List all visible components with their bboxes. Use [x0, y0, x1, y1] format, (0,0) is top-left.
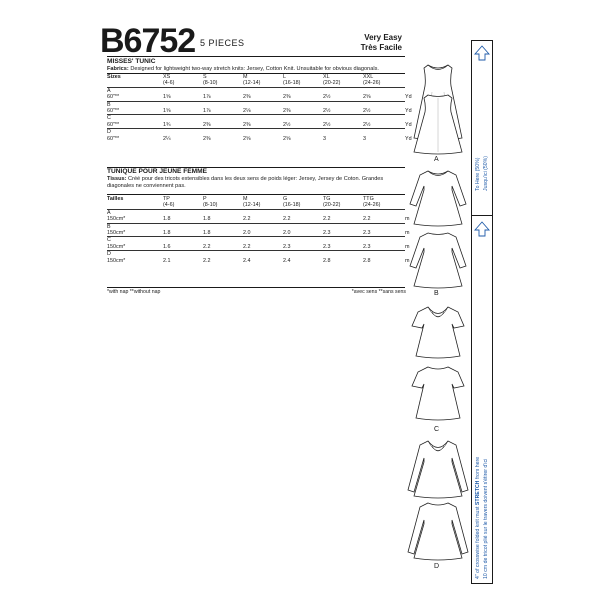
spacer: [393, 94, 405, 101]
french-sizes-label: Tailles: [107, 196, 124, 202]
stretch-gauge-arrow-bottom-icon: [474, 221, 490, 237]
english-yardage-cell: 2⅛: [243, 108, 251, 115]
english-yardage-cell: 1¾: [163, 121, 171, 128]
english-view-letter: C: [107, 115, 163, 122]
french-yardage-cell: 2.2: [203, 243, 211, 250]
spacer: [283, 101, 323, 108]
french-fabrics-text: Créé pour des tricots extensibles dans les deux sens de poids léger: Jersey, Jersey de Coton. Grandes diagonales ne conviennent pas.: [107, 176, 384, 189]
french-size-code: M: [243, 196, 248, 202]
english-footnote: *with nap **without nap: [107, 289, 161, 295]
french-yardage-cell: 1.8: [203, 216, 211, 223]
french-fabric-width: 150cm*: [107, 257, 126, 264]
spacer: [163, 223, 203, 230]
english-yardage-cell: 1⅞: [203, 94, 211, 101]
spacer: [163, 129, 203, 136]
spacer: [323, 101, 363, 108]
spacer: [363, 87, 393, 94]
english-yardage-cell: 1⅞: [203, 108, 211, 115]
french-view-letter: C: [107, 237, 163, 244]
pieces-count: 5 PIECES: [200, 38, 245, 48]
english-yardage-cell: 2½: [283, 121, 291, 128]
french-yardage-cell: 2.3: [323, 230, 331, 237]
english-yardage-cell: 2⅜: [283, 94, 291, 101]
french-yardage-cell: 2.3: [323, 243, 331, 250]
french-yardage-cell: 2.8: [363, 257, 371, 264]
english-sizes-label: Sizes: [107, 74, 121, 80]
english-yardage-cell: 2½: [323, 121, 331, 128]
english-size-code: L: [283, 74, 286, 80]
spacer: [323, 251, 363, 258]
french-size-code: TP: [163, 196, 170, 202]
spacer: [107, 80, 163, 87]
english-title: MISSES' TUNIC: [107, 58, 156, 65]
french-size-code: TG: [323, 196, 331, 202]
view-c-back-sketch: [408, 364, 468, 422]
spacer: [243, 101, 283, 108]
english-yardage-cell: 2¼: [163, 135, 171, 142]
french-yardage-cell: 2.4: [243, 257, 251, 264]
english-yardage-cell: 2⅜: [203, 121, 211, 128]
spacer: [393, 101, 405, 108]
english-size-code: XS: [163, 74, 171, 80]
stretch-gauge-arrow-top-icon: [474, 45, 490, 61]
french-yardage-cell: 2.1: [163, 257, 171, 264]
spacer: [203, 237, 243, 244]
spacer: [363, 251, 393, 258]
view-c-front-sketch: [408, 304, 468, 360]
spacer: [243, 209, 283, 216]
spacer: [393, 108, 405, 115]
french-size-range: (8-10): [203, 202, 218, 209]
english-yardage-cell: 2⅝: [363, 94, 371, 101]
french-fabrics-label: Tissus:: [107, 176, 127, 182]
difficulty-rating: [320, 33, 402, 53]
english-yardage-cell: 2⅜: [243, 121, 251, 128]
english-fabrics-label: Fabrics:: [107, 66, 129, 72]
english-yardage-cell: 2½: [363, 108, 371, 115]
french-yardage-cell: 2.2: [243, 243, 251, 250]
view-b-label: B: [434, 290, 439, 297]
spacer: [393, 136, 405, 142]
french-yardage-cell: 2.3: [283, 243, 291, 250]
french-yardage-cell: 2.4: [283, 257, 291, 264]
spacer: [203, 87, 243, 94]
spacer: [283, 115, 323, 122]
spacer: [393, 237, 405, 244]
french-fabric-width: 150cm*: [107, 243, 126, 250]
spacer: [393, 202, 405, 209]
english-yardage-cell: 2⅜: [283, 108, 291, 115]
french-yardage-cell: 2.8: [323, 257, 331, 264]
spacer: [163, 251, 203, 258]
english-size-range: (4-6): [163, 80, 175, 87]
spacer: [163, 209, 203, 216]
french-fabrics: [107, 176, 403, 190]
french-fabric-width: 150cm*: [107, 230, 126, 237]
footnote-rule: [107, 287, 405, 288]
french-size-range: (4-6): [163, 202, 175, 209]
english-yardage-cell: 3: [363, 135, 366, 142]
english-yardage-cell: 2⅜: [243, 94, 251, 101]
view-d-label: D: [434, 563, 440, 570]
english-yardage-cell: 2½: [323, 108, 331, 115]
french-rule: [107, 194, 405, 195]
spacer: [203, 209, 243, 216]
spacer: [363, 237, 393, 244]
english-size-range: (24-26): [363, 80, 381, 87]
view-c-label: C: [434, 426, 440, 433]
spacer: [393, 122, 405, 129]
stretch-instruction-fr: 10 cm de tricot plié sur le travers doivent s'étirer d'ici: [483, 458, 489, 579]
to-here-fr: Jusqu'ici (50%): [483, 155, 489, 191]
french-size-range: (12-14): [243, 202, 261, 209]
stretch-instruction-en: 4" of crosswise folded knit must STRETCH from here: [475, 456, 481, 579]
spacer: [323, 129, 363, 136]
english-yardage-cell: 2½: [323, 94, 331, 101]
english-fabrics: [107, 66, 403, 73]
french-view-letter: D: [107, 251, 163, 258]
english-yardage-cell: 1⅝: [163, 94, 171, 101]
view-d-back-sketch: [404, 500, 472, 562]
english-fabric-width: 60"**: [107, 108, 120, 115]
pattern-number: B6752: [100, 22, 196, 60]
spacer: [393, 209, 405, 216]
french-size-range: (24-26): [363, 202, 381, 209]
spacer: [283, 251, 323, 258]
french-size-code: P: [203, 196, 207, 202]
spacer: [163, 237, 203, 244]
view-a-label: A: [434, 156, 439, 163]
french-yardage-cell: 1.8: [163, 230, 171, 237]
english-size-range: (20-22): [323, 80, 341, 87]
english-size-range: (12-14): [243, 80, 261, 87]
french-view-letter: A: [107, 209, 163, 216]
english-yardage-cell: 2½: [363, 121, 371, 128]
french-yardage-cell: 2.2: [203, 257, 211, 264]
french-yardage-cell: 2.2: [243, 216, 251, 223]
spacer: [283, 223, 323, 230]
english-size-code: S: [203, 74, 207, 80]
spacer: [393, 87, 405, 94]
french-fabric-width: 150cm*: [107, 216, 126, 223]
spacer: [107, 202, 163, 209]
french-yardage-cell: 2.2: [363, 216, 371, 223]
english-size-range: (16-18): [283, 80, 301, 87]
english-yardage-table: Sizes XS S M L XL XXL (4-6) (8-10) (12-14) (16-18) (20-22) (24-26) A 60"** 1⅝ 1⅞ 2⅜ 2⅜ 2½ 2⅝ Yd B 60"** 1⅝ 1⅞ 2⅛ 2⅜ 2½ 2½ Yd C 60"** 1¾ 2⅜ 2⅜ 2½ 2½ 2½ Yd D 60"** 2¼ 2⅜ 2⅝ 2⅝ 3 3 Yd: [107, 74, 412, 142]
view-a-back-sketch: [410, 92, 466, 158]
english-yardage-cell: 2⅝: [283, 135, 291, 142]
english-fabric-width: 60"**: [107, 121, 120, 128]
english-yardage-cell: 1⅝: [163, 108, 171, 115]
stretch-gauge: [471, 40, 493, 584]
french-yardage-cell: 2.3: [363, 243, 371, 250]
french-footnote: *avec sens **sans sens: [351, 289, 406, 295]
english-view-letter: B: [107, 101, 163, 108]
spacer: [363, 101, 393, 108]
spacer: [203, 251, 243, 258]
spacer: [243, 251, 283, 258]
difficulty-en: Very Easy: [364, 33, 402, 42]
spacer: [203, 101, 243, 108]
spacer: [323, 209, 363, 216]
spacer: [243, 237, 283, 244]
spacer: [393, 258, 405, 264]
view-b-front-sketch: [406, 168, 470, 228]
spacer: [393, 251, 405, 258]
english-size-range: (8-10): [203, 80, 218, 87]
view-d-front-sketch: [404, 438, 472, 500]
spacer: [393, 129, 405, 136]
stretch-gauge-divider: [472, 215, 492, 216]
english-fabric-width: 60"**: [107, 94, 120, 101]
english-fabrics-text: Designed for lightweight two-way stretch knits: Jersey, Cotton Knit. Unsuitable for obvious diagonals.: [130, 66, 379, 72]
english-view-letter: A: [107, 87, 163, 94]
french-view-letter: B: [107, 223, 163, 230]
to-here-en: To Here (50%): [475, 157, 481, 191]
english-fabric-width: 60"**: [107, 135, 120, 142]
french-yardage-cell: 2.2: [283, 216, 291, 223]
english-view-letter: D: [107, 129, 163, 136]
french-yardage-cell: 2.2: [323, 216, 331, 223]
french-size-range: (16-18): [283, 202, 301, 209]
english-size-code: XL: [323, 74, 330, 80]
french-size-code: TTG: [363, 196, 374, 202]
spacer: [283, 209, 323, 216]
spacer: [203, 129, 243, 136]
french-yardage-cell: 1.8: [163, 216, 171, 223]
spacer: [243, 115, 283, 122]
difficulty-fr: Très Facile: [360, 43, 402, 52]
spacer: [393, 223, 405, 230]
spacer: [323, 237, 363, 244]
view-b-back-sketch: [406, 230, 470, 290]
header-rule: [107, 56, 405, 57]
spacer: [363, 209, 393, 216]
spacer: [203, 223, 243, 230]
english-yardage-cell: 2⅝: [243, 135, 251, 142]
english-size-code: XXL: [363, 74, 374, 80]
french-yardage-cell: 1.8: [203, 230, 211, 237]
spacer: [283, 129, 323, 136]
spacer: [243, 87, 283, 94]
spacer: [163, 87, 203, 94]
spacer: [393, 80, 405, 87]
spacer: [163, 101, 203, 108]
spacer: [323, 223, 363, 230]
spacer: [363, 115, 393, 122]
spacer: [393, 216, 405, 223]
spacer: [363, 223, 393, 230]
spacer: [363, 129, 393, 136]
french-title: TUNIQUE POUR JEUNE FEMME: [107, 168, 208, 175]
spacer: [243, 129, 283, 136]
spacer: [393, 244, 405, 251]
french-yardage-cell: 1.6: [163, 243, 171, 250]
spacer: [163, 115, 203, 122]
spacer: [203, 115, 243, 122]
french-metrage-table: Tailles TP P M G TG TTG (4-6) (8-10) (12-14) (16-18) (20-22) (24-26) A 150cm* 1.8 1.8 2.2 2.2 2.2 2.2 m B 150cm* 1.8 1.8 2.0 2.0 2.3 2.3 m C 150cm* 1.6 2.2 2.2 2.3 2.3 2.3 m D 150cm* 2.1 2.2 2.4 2.4 2.8 2.8 m: [107, 196, 410, 264]
spacer: [243, 223, 283, 230]
french-yardage-cell: 2.0: [243, 230, 251, 237]
spacer: [323, 115, 363, 122]
spacer: [283, 87, 323, 94]
spacer: [393, 230, 405, 237]
spacer: [283, 237, 323, 244]
french-yardage-cell: 2.3: [363, 230, 371, 237]
english-yardage-cell: 2⅜: [203, 135, 211, 142]
english-size-code: M: [243, 74, 248, 80]
french-size-code: G: [283, 196, 288, 202]
spacer: [393, 115, 405, 122]
french-yardage-cell: 2.0: [283, 230, 291, 237]
french-size-range: (20-22): [323, 202, 341, 209]
english-yardage-cell: 3: [323, 135, 326, 142]
